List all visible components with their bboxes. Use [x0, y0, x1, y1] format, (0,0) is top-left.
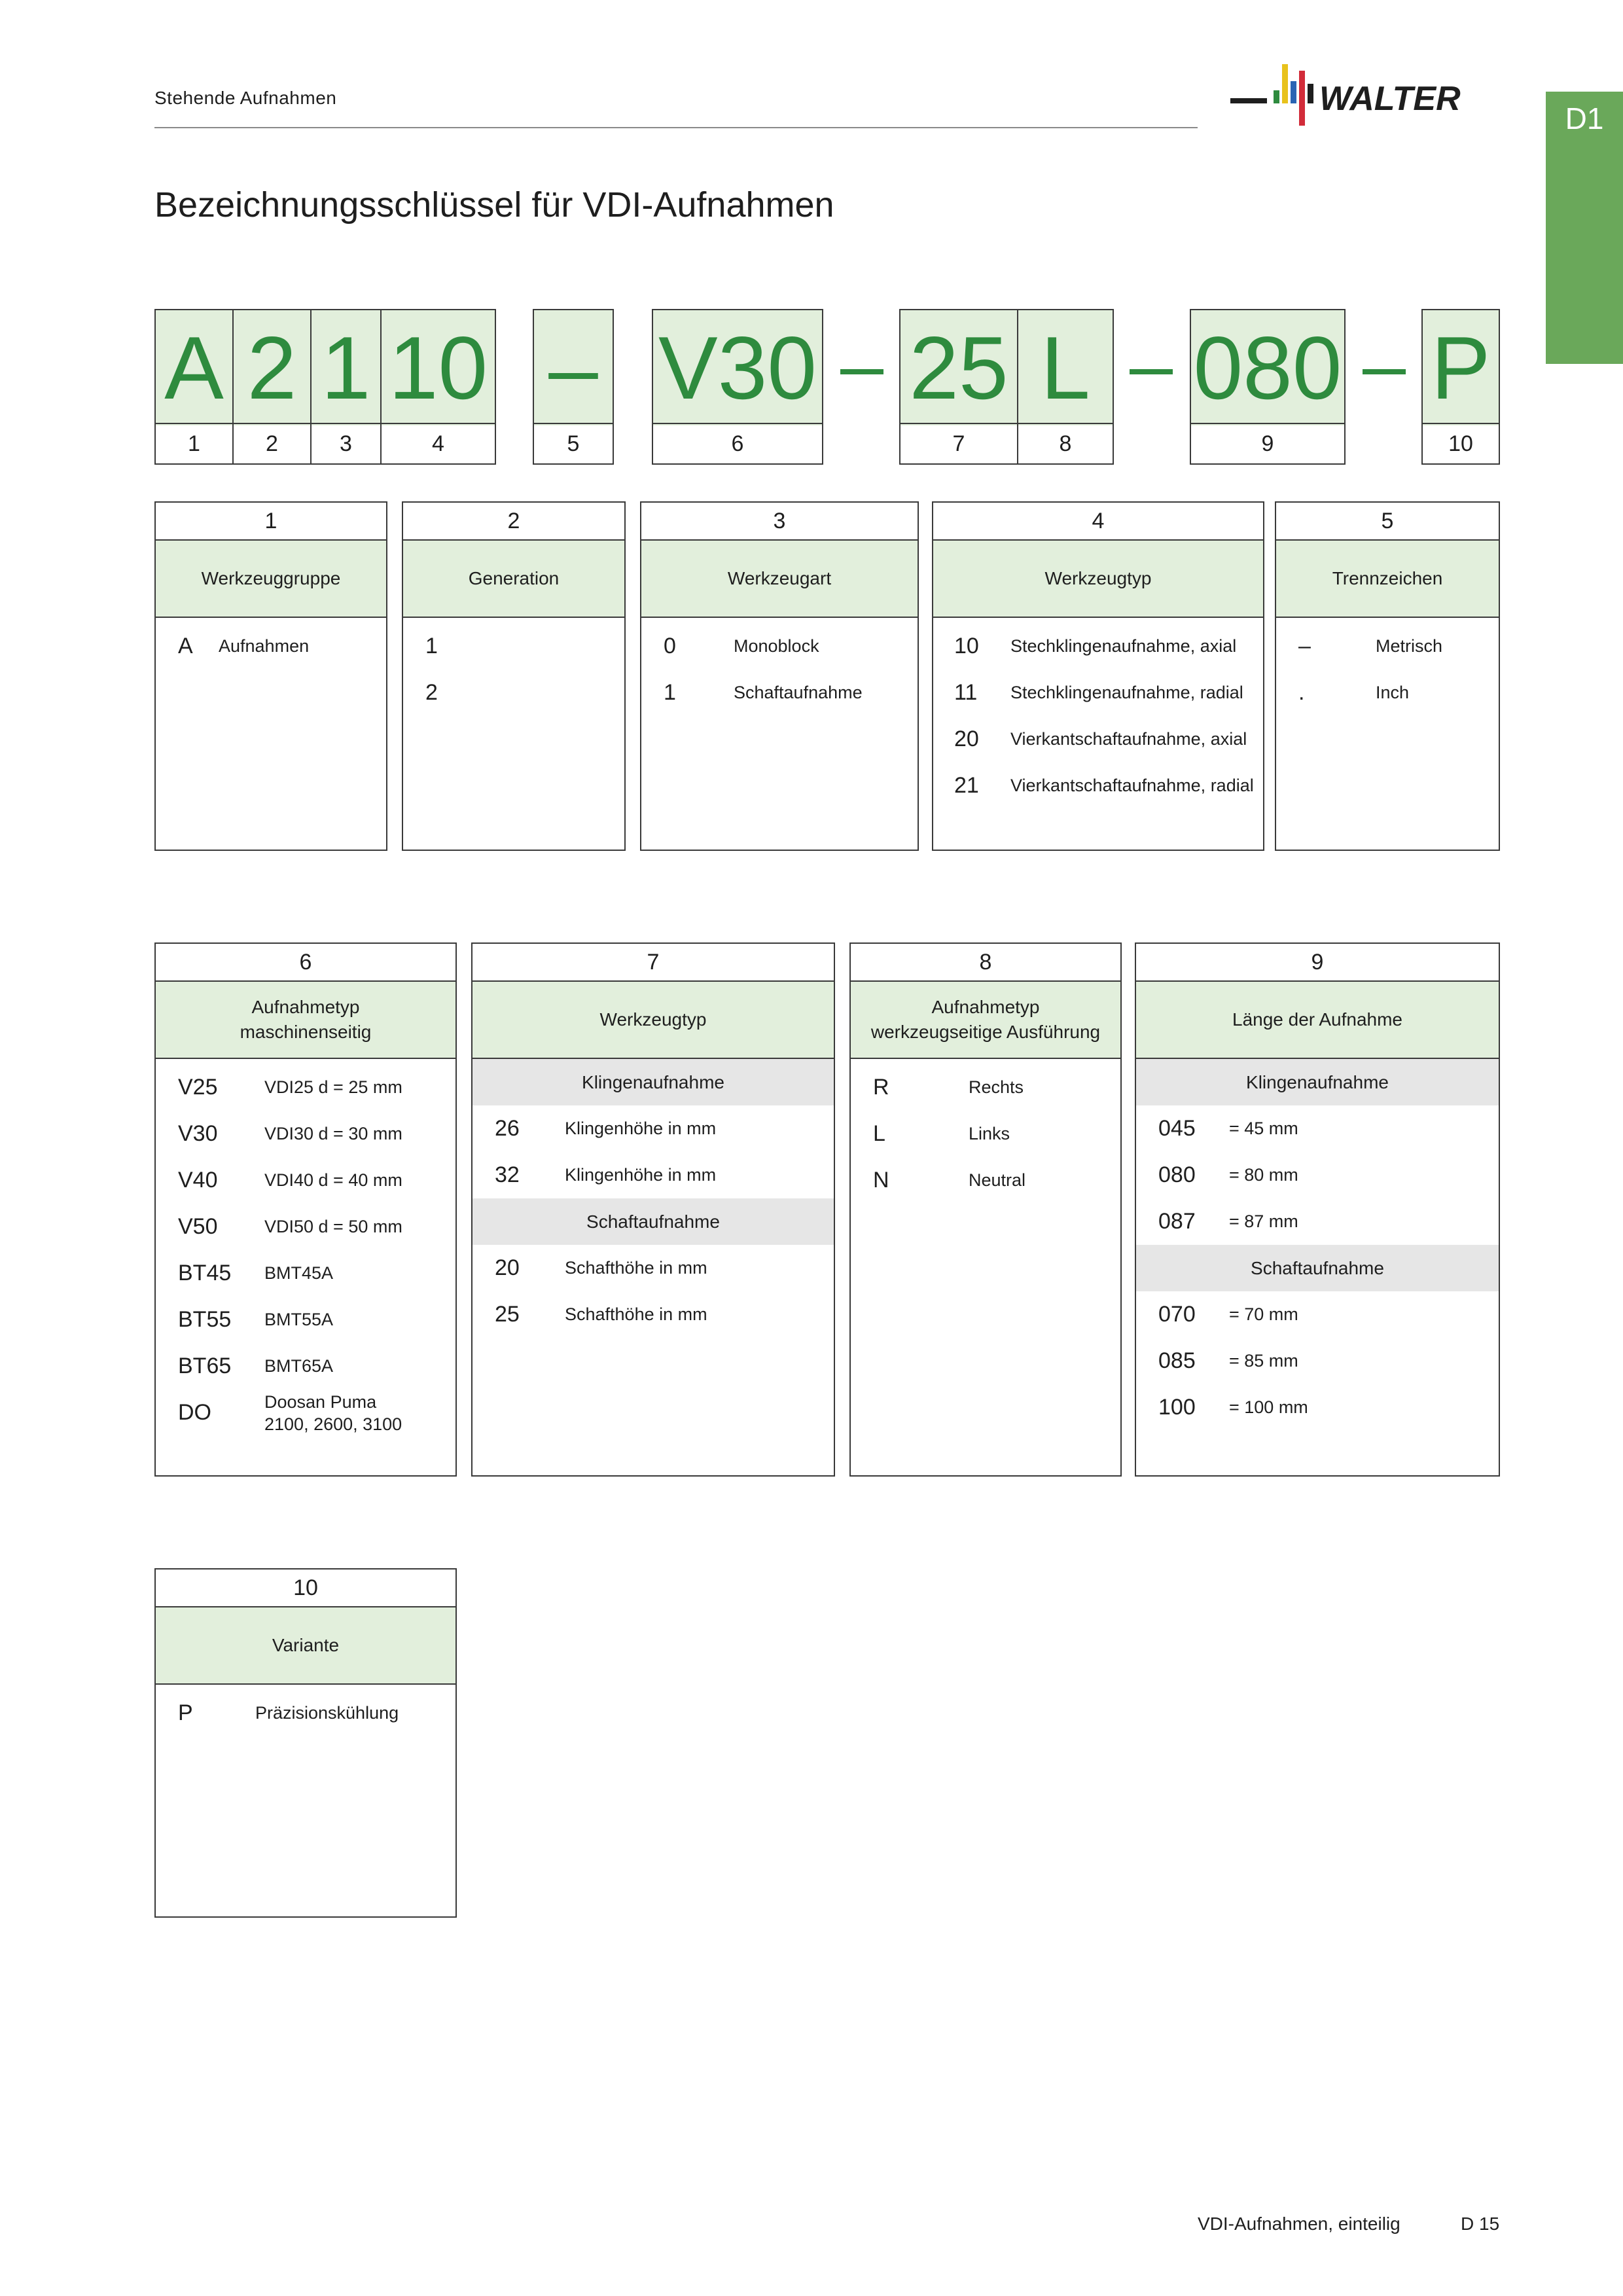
table-2	[402, 501, 626, 851]
row-value: VDI25 d = 25 mm	[264, 1077, 402, 1097]
row-value: Stechklingenaufnahme, radial	[1010, 683, 1243, 702]
row-key: P	[178, 1700, 193, 1725]
code-char: L	[1018, 310, 1113, 425]
table-row	[403, 670, 624, 716]
row-key: A	[178, 634, 193, 658]
subheading: Schaftaufnahme	[1136, 1245, 1499, 1291]
code-char: 2	[234, 310, 312, 425]
code-position: 9	[1261, 431, 1274, 456]
page-number: D 15	[1461, 2214, 1500, 2234]
table-row	[156, 1390, 455, 1436]
table-4	[932, 501, 1264, 851]
row-value: = 87 mm	[1229, 1211, 1298, 1231]
row-key: 045	[1158, 1116, 1196, 1141]
table-row	[403, 623, 624, 670]
page-title: Bezeichnungsschlüssel für VDI-Aufnahmen	[154, 185, 834, 224]
table-heading: Werkzeugtyp	[473, 982, 834, 1059]
code-group-6	[652, 309, 823, 465]
row-value: VDI50 d = 50 mm	[264, 1217, 402, 1236]
row-value: VDI30 d = 30 mm	[264, 1124, 402, 1143]
row-key: BT55	[178, 1307, 232, 1332]
table-row	[641, 670, 918, 716]
heading-line: werkzeugseitige Ausführung	[870, 1022, 1101, 1042]
row-value: = 80 mm	[1229, 1165, 1298, 1185]
code-group-1-4	[154, 309, 496, 465]
footer-title: VDI-Aufnahmen, einteilig	[1198, 2214, 1400, 2234]
code-dash	[1363, 369, 1406, 374]
code-position: 5	[567, 431, 580, 456]
row-value: = 45 mm	[1229, 1119, 1298, 1138]
table-heading: Variante	[156, 1607, 455, 1685]
table-row	[933, 670, 1263, 716]
code-char: P	[1423, 310, 1499, 425]
table-number: 9	[1136, 944, 1499, 982]
row-value-line: 2100, 2600, 3100	[264, 1414, 402, 1434]
heading-line: Aufnahmetyp	[931, 997, 1040, 1017]
code-char: 10	[382, 310, 495, 425]
code-group-10	[1421, 309, 1500, 465]
row-key: V30	[178, 1121, 218, 1146]
table-row	[933, 762, 1263, 809]
table-heading	[851, 982, 1120, 1059]
code-char: 25	[901, 310, 1018, 425]
row-value: Neutral	[969, 1170, 1026, 1190]
table-heading: Trennzeichen	[1276, 541, 1499, 618]
table-row	[851, 1111, 1120, 1157]
row-key: V40	[178, 1168, 218, 1193]
table-row	[1136, 1338, 1499, 1384]
row-value: Inch	[1376, 683, 1410, 702]
table-row	[851, 1064, 1120, 1111]
row-key: BT65	[178, 1354, 232, 1378]
code-group-5	[533, 309, 614, 465]
row-key: 20	[495, 1255, 520, 1280]
row-key: 25	[495, 1302, 520, 1327]
table-row	[1276, 623, 1499, 670]
table-row	[1136, 1152, 1499, 1198]
row-key: DO	[178, 1400, 211, 1425]
chapter-tab-label: D1	[1565, 101, 1604, 135]
row-key: 1	[664, 680, 676, 705]
table-6	[154, 942, 457, 1477]
row-key: –	[1298, 634, 1311, 658]
table-row	[933, 623, 1263, 670]
row-key: 2	[425, 680, 438, 705]
code-dash	[840, 369, 883, 374]
table-row	[156, 1204, 455, 1250]
walter-logo	[1228, 60, 1503, 132]
row-key: 10	[954, 634, 979, 658]
table-number: 4	[933, 503, 1263, 541]
table-row	[156, 1690, 455, 1736]
row-key: 080	[1158, 1162, 1196, 1187]
row-key: 070	[1158, 1302, 1196, 1327]
table-row	[156, 1250, 455, 1297]
row-value: Klingenhöhe in mm	[565, 1165, 717, 1185]
row-key: V50	[178, 1214, 218, 1239]
row-value	[264, 1391, 402, 1435]
row-value: Metrisch	[1376, 636, 1443, 656]
chapter-tab	[1546, 92, 1623, 364]
table-number: 5	[1276, 503, 1499, 541]
row-value: Links	[969, 1124, 1010, 1143]
table-heading: Werkzeugart	[641, 541, 918, 618]
row-value: Schafthöhe in mm	[565, 1304, 707, 1324]
table-10	[154, 1568, 457, 1918]
heading-line: maschinenseitig	[240, 1022, 372, 1042]
code-char: 1	[312, 310, 382, 425]
row-value: = 85 mm	[1229, 1351, 1298, 1371]
subheading: Klingenaufnahme	[473, 1059, 834, 1105]
row-key: N	[873, 1168, 889, 1193]
table-9	[1135, 942, 1500, 1477]
table-row	[1136, 1105, 1499, 1152]
row-key: 087	[1158, 1209, 1196, 1234]
table-row	[156, 1111, 455, 1157]
section-title: Stehende Aufnahmen	[154, 88, 337, 108]
table-heading	[156, 982, 455, 1059]
table-row	[156, 623, 386, 670]
code-char: V30	[653, 310, 822, 425]
table-8	[849, 942, 1122, 1477]
table-row	[473, 1245, 834, 1291]
code-position: 8	[1059, 431, 1072, 456]
table-row	[851, 1157, 1120, 1204]
table-row	[1136, 1291, 1499, 1338]
code-group-9	[1190, 309, 1346, 465]
code-position: 3	[312, 424, 382, 463]
table-row	[1136, 1198, 1499, 1245]
row-value: BMT45A	[264, 1263, 334, 1283]
svg-text:WALTER: WALTER	[1319, 80, 1461, 118]
code-position: 4	[432, 431, 444, 456]
table-row	[1276, 670, 1499, 716]
code-position: 10	[1448, 431, 1473, 456]
row-value: Monoblock	[734, 636, 819, 656]
row-value: VDI40 d = 40 mm	[264, 1170, 402, 1190]
row-value: Vierkantschaftaufnahme, axial	[1010, 729, 1247, 749]
row-value: Präzisionskühlung	[255, 1703, 399, 1723]
row-value: = 70 mm	[1229, 1304, 1298, 1324]
row-value: Aufnahmen	[219, 636, 310, 656]
table-row	[156, 1343, 455, 1390]
row-key: 100	[1158, 1395, 1196, 1420]
code-position: 7	[901, 424, 1018, 463]
subheading: Klingenaufnahme	[1136, 1059, 1499, 1105]
table-7	[471, 942, 835, 1477]
table-number: 7	[473, 944, 834, 982]
table-heading: Generation	[403, 541, 624, 618]
row-value: Schaftaufnahme	[734, 683, 863, 702]
table-heading: Werkzeugtyp	[933, 541, 1263, 618]
table-3	[640, 501, 919, 851]
row-key: 11	[954, 680, 978, 705]
code-char: 080	[1191, 310, 1344, 425]
row-key: 085	[1158, 1348, 1196, 1373]
row-value: Klingenhöhe in mm	[565, 1119, 717, 1138]
heading-line: Aufnahmetyp	[251, 997, 360, 1017]
table-row	[473, 1291, 834, 1338]
table-row	[933, 716, 1263, 762]
code-dash	[1130, 369, 1173, 374]
row-value: BMT55A	[264, 1310, 334, 1329]
table-1	[154, 501, 387, 851]
table-row	[641, 623, 918, 670]
table-heading: Werkzeuggruppe	[156, 541, 386, 618]
table-5	[1275, 501, 1500, 851]
row-key: L	[873, 1121, 885, 1146]
row-key: 0	[664, 634, 676, 658]
row-key: .	[1298, 680, 1305, 705]
code-group-7-8	[899, 309, 1114, 465]
header-rule	[154, 127, 1198, 128]
code-char: –	[534, 310, 613, 425]
row-key: 32	[495, 1162, 520, 1187]
table-number: 3	[641, 503, 918, 541]
table-row	[473, 1105, 834, 1152]
subheading: Schaftaufnahme	[473, 1198, 834, 1245]
table-number: 6	[156, 944, 455, 982]
row-key: R	[873, 1075, 889, 1100]
row-value: = 100 mm	[1229, 1397, 1308, 1417]
row-key: 1	[425, 634, 438, 658]
table-number: 8	[851, 944, 1120, 982]
table-number: 2	[403, 503, 624, 541]
table-row	[156, 1064, 455, 1111]
row-value: Rechts	[969, 1077, 1024, 1097]
row-key: 26	[495, 1116, 520, 1141]
code-position: 1	[156, 424, 234, 463]
row-value: Schafthöhe in mm	[565, 1258, 707, 1278]
table-row	[156, 1297, 455, 1343]
row-key: 21	[954, 773, 979, 798]
row-value: Vierkantschaftaufnahme, radial	[1010, 776, 1254, 795]
table-heading: Länge der Aufnahme	[1136, 982, 1499, 1059]
code-char: A	[156, 310, 234, 425]
row-key: BT45	[178, 1261, 232, 1285]
table-number: 1	[156, 503, 386, 541]
row-key: V25	[178, 1075, 218, 1100]
table-row	[156, 1157, 455, 1204]
row-key: 20	[954, 726, 979, 751]
table-row	[473, 1152, 834, 1198]
row-value: BMT65A	[264, 1356, 334, 1376]
code-position: 2	[234, 424, 312, 463]
code-position: 6	[731, 431, 744, 456]
row-value-line: Doosan Puma	[264, 1392, 377, 1412]
row-value: Stechklingenaufnahme, axial	[1010, 636, 1237, 656]
table-number: 10	[156, 1570, 455, 1607]
table-row	[1136, 1384, 1499, 1431]
